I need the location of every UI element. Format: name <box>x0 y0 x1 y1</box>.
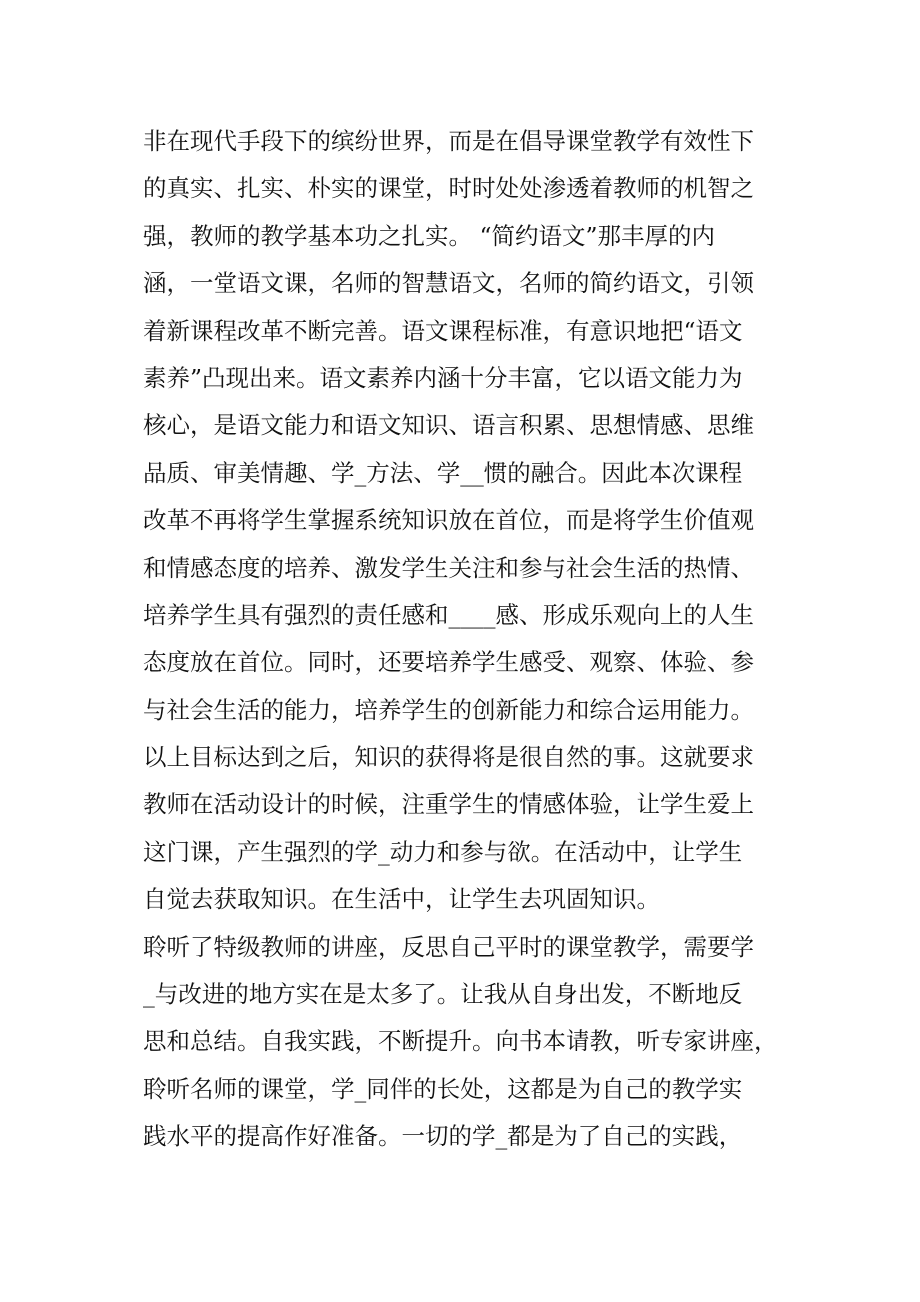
text-line-6: 素养”凸现出来。语文素养内涵十分丰富，它以语文能力为 <box>143 363 743 392</box>
text-line-10: 和情感态度的培养、激发学生关注和参与社会生活的热情、 <box>143 553 754 582</box>
text-line-14: 以上目标达到之后，知识的获得将是很自然的事。这就要求 <box>143 743 754 772</box>
text-line-7: 核心，是语文能力和语文知识、语言积累、思想情感、思维 <box>143 411 754 440</box>
text-line-8: 品质、审美情趣、学_方法、学__惯的融合。因此本次课程 <box>143 458 743 487</box>
text-line-11: 培养学生具有强烈的责任感和____感、形成乐观向上的人生 <box>143 600 754 629</box>
text-line-1: 非在现代手段下的缤纷世界，而是在倡导课堂教学有效性下 <box>143 127 754 155</box>
text-line-15: 教师在活动设计的时候，注重学生的情感体验，让学生爱上 <box>143 790 754 819</box>
text-line-20: 思和总结。自我实践，不断提升。向书本请教，听专家讲座， <box>143 1027 778 1056</box>
text-line-2: 的真实、扎实、朴实的课堂，时时处处渗透着教师的机智之 <box>143 174 754 203</box>
text-line-18: 聆听了特级教师的讲座，反思自己平时的课堂教学，需要学 <box>143 932 754 961</box>
text-line-21: 聆听名师的课堂，学_同伴的长处，这都是为自己的教学实 <box>143 1074 743 1103</box>
text-line-12: 态度放在首位。同时，还要培养学生感受、观察、体验、参 <box>143 648 754 677</box>
text-line-19: _与改进的地方实在是太多了。让我从自身出发，不断地反 <box>143 980 743 1009</box>
text-line-13: 与社会生活的能力，培养学生的创新能力和综合运用能力。 <box>143 695 754 724</box>
text-line-5: 着新课程改革不断完善。语文课程标准，有意识地把“语文 <box>143 316 743 345</box>
text-line-4: 涵，一堂语文课，名师的智慧语文，名师的简约语文，引领 <box>143 269 754 298</box>
text-line-9: 改革不再将学生掌握系统知识放在首位，而是将学生价值观 <box>143 506 754 535</box>
text-line-16: 这门课，产生强烈的学_动力和参与欲。在活动中，让学生 <box>143 837 743 866</box>
text-line-22: 践水平的提高作好准备。一切的学_都是为了自己的实践， <box>143 1122 743 1151</box>
text-line-17: 自觉去获取知识。在生活中，让学生去巩固知识。 <box>143 885 660 914</box>
body-text <box>143 118 803 1161</box>
text-line-3: 强，教师的教学基本功之扎实。 “简约语文”那丰厚的内 <box>143 221 715 250</box>
